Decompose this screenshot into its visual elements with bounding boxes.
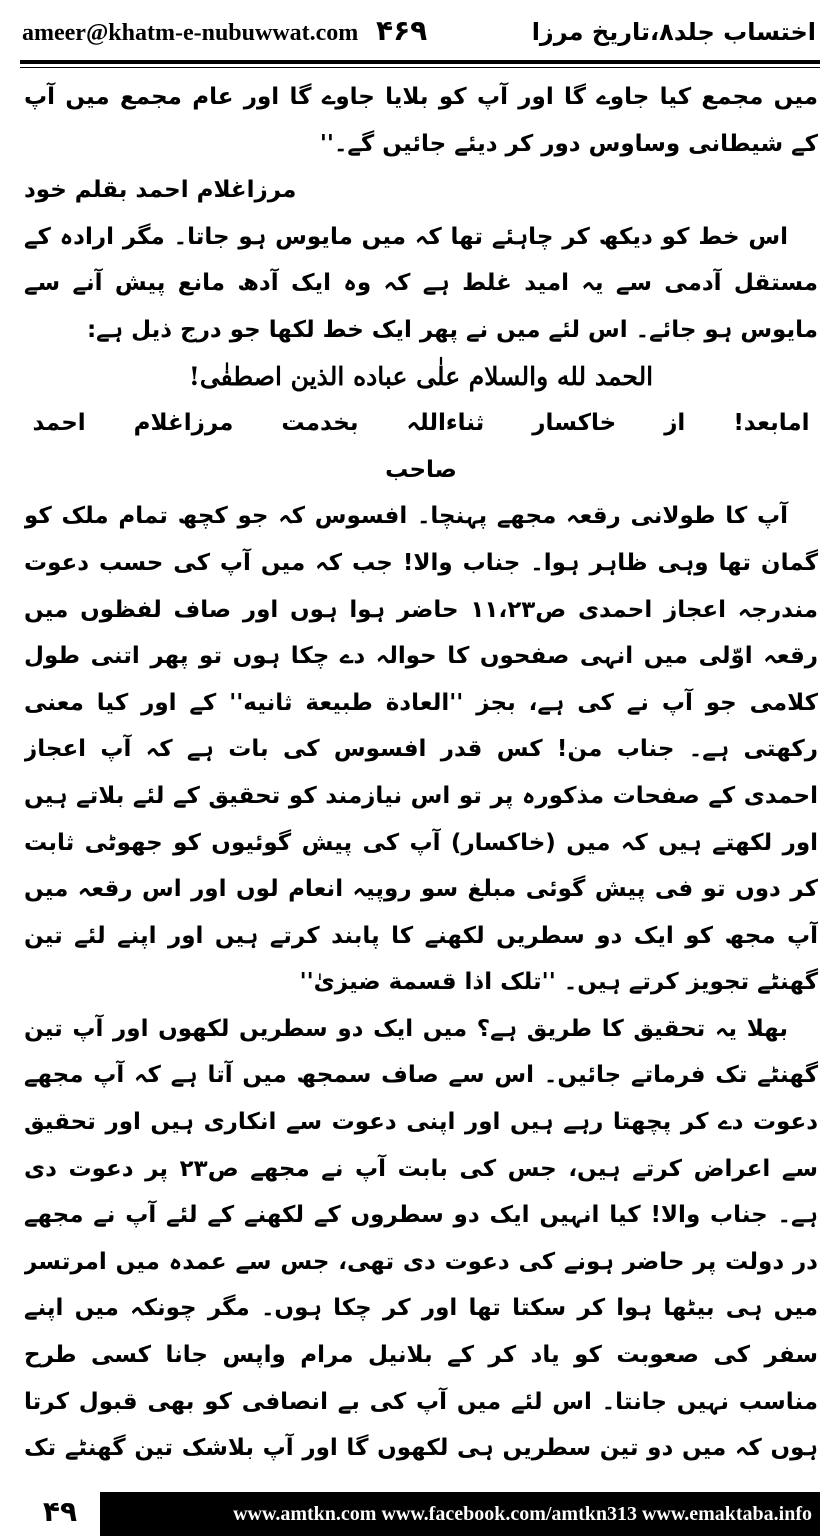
paragraph-2: آپ کا طولانی رقعہ مجھے پہنچا۔ افسوس کہ جو کچھ تمام ملک کو گمان تھا وہی ظاہر ہوا۔ جناب والا! جب کہ میں آپ کی حسب دعوت مندرجہ اعجاز احمدی ص۱۱،۲۳ حاضر ہوا ہوں اور صاف لفظوں میں رقعہ اوّلی میں انہی صفحوں کا حوالہ دے چکا ہوں تو پھر اتنی طول کلامی جو آپ نے کی ہے، بجز ''العادة طبيعة ثانيه'' کے اور کیا معنی رکھتی ہے۔ جناب من! کس قدر افسوس کی بات ہے کہ آپ اعجاز احمدی کے صفحات مذکورہ پر تو اس نیازمند کو تحقیق کے لئے بلاتے ہیں اور لکھتے ہیں کہ میں (خاکسار) آپ کی پیش گوئیوں کو جھوٹی ثابت کر دوں تو فی پیش گوئی مبلغ سو روپیہ انعام لوں اور اس رقعہ میں آپ مجھ کو ایک دو سطریں لکھنے کا پابند کرتے ہیں اور اپنے لئے تین گھنٹے تجویز کرتے ہیں۔ ''تلک اذا قسمة ضيزیٰ'' (24, 503, 818, 996)
page-header (0, 0, 840, 58)
page-footer (20, 1492, 820, 1536)
body-line-1: میں مجمع کیا جاوے گا اور آپ کو بلایا جاوے گا اور عام مجمع میں آپ کے شیطانی وساوس دور کر دیئے جائیں گے۔'' (24, 84, 818, 157)
header-email: ameer@khatm-e-nubuwwat.com (22, 20, 359, 46)
greeting-from: امابعد! از خاکسار ثناءاللہ (406, 410, 810, 437)
page-body (24, 74, 818, 1474)
footer-links: www.amtkn.com www.facebook.com/amtkn313 www.emaktaba.info (233, 1503, 812, 1525)
header-rule-thick (20, 60, 820, 64)
header-rule-thin (20, 67, 820, 68)
arabic-heading: الحمد لله والسلام علٰی عباده الذين اصطفٰی! (188, 361, 654, 391)
header-page-number: ۴۶۹ (376, 14, 428, 47)
signature: مرزاغلام احمد بقلم خود (24, 177, 297, 204)
greeting-line (24, 400, 818, 493)
paragraph-3: بھلا یہ تحقیق کا طریق ہے؟ میں ایک دو سطریں لکھوں اور آپ تین گھنٹے تک فرماتے جائیں۔ اس سے صاف سمجھ میں آتا ہے کہ آپ مجھے دعوت دے کر پچھتا رہے ہیں اور اپنی دعوت سے انکاری ہیں اور تحقیق سے اعراض کرتے ہیں، جس کی بابت آپ نے مجھے ص۲۳ پر دعوت دی ہے۔ جناب والا! کیا انہیں ایک دو سطروں کے لکھنے کے لئے آپ نے مجھے در دولت پر حاضر ہونے کی دعوت دی تھی، جس سے عمدہ میں امرتسر میں ہی بیٹھا ہوا کر سکتا تھا اور کر چکا ہوں۔ مگر چونکہ میں اپنے سفر کی صعوبت کو یاد کر کے بلانیل مرام واپس جانا کسی طرح مناسب نہیں جانتا۔ اس لئے میں آپ کی بے انصافی کو بھی قبول کرتا ہوں کہ میں دو تین سطریں ہی لکھوں گا اور آپ بلاشک تین گھنٹے تک (24, 1015, 818, 1462)
header-book-title: اختساب جلد۸،تاریخ مرزا (531, 18, 816, 46)
signature-line (24, 167, 818, 214)
footer-page-number: ۴۹ (20, 1492, 100, 1536)
greeting-to: بخدمت مرزاغلام احمد صاحب (32, 410, 457, 483)
paragraph-1: اس خط کو دیکھ کر چاہئے تھا کہ میں مایوس ہو جاتا۔ مگر ارادہ کے مستقل آدمی سے یہ امید غلط ہے کہ وہ ایک آدھ مانع پیش آنے سے مایوس ہو جائے۔ اس لئے میں نے پھر ایک خط لکھا جو درج ذیل ہے: (24, 223, 818, 343)
